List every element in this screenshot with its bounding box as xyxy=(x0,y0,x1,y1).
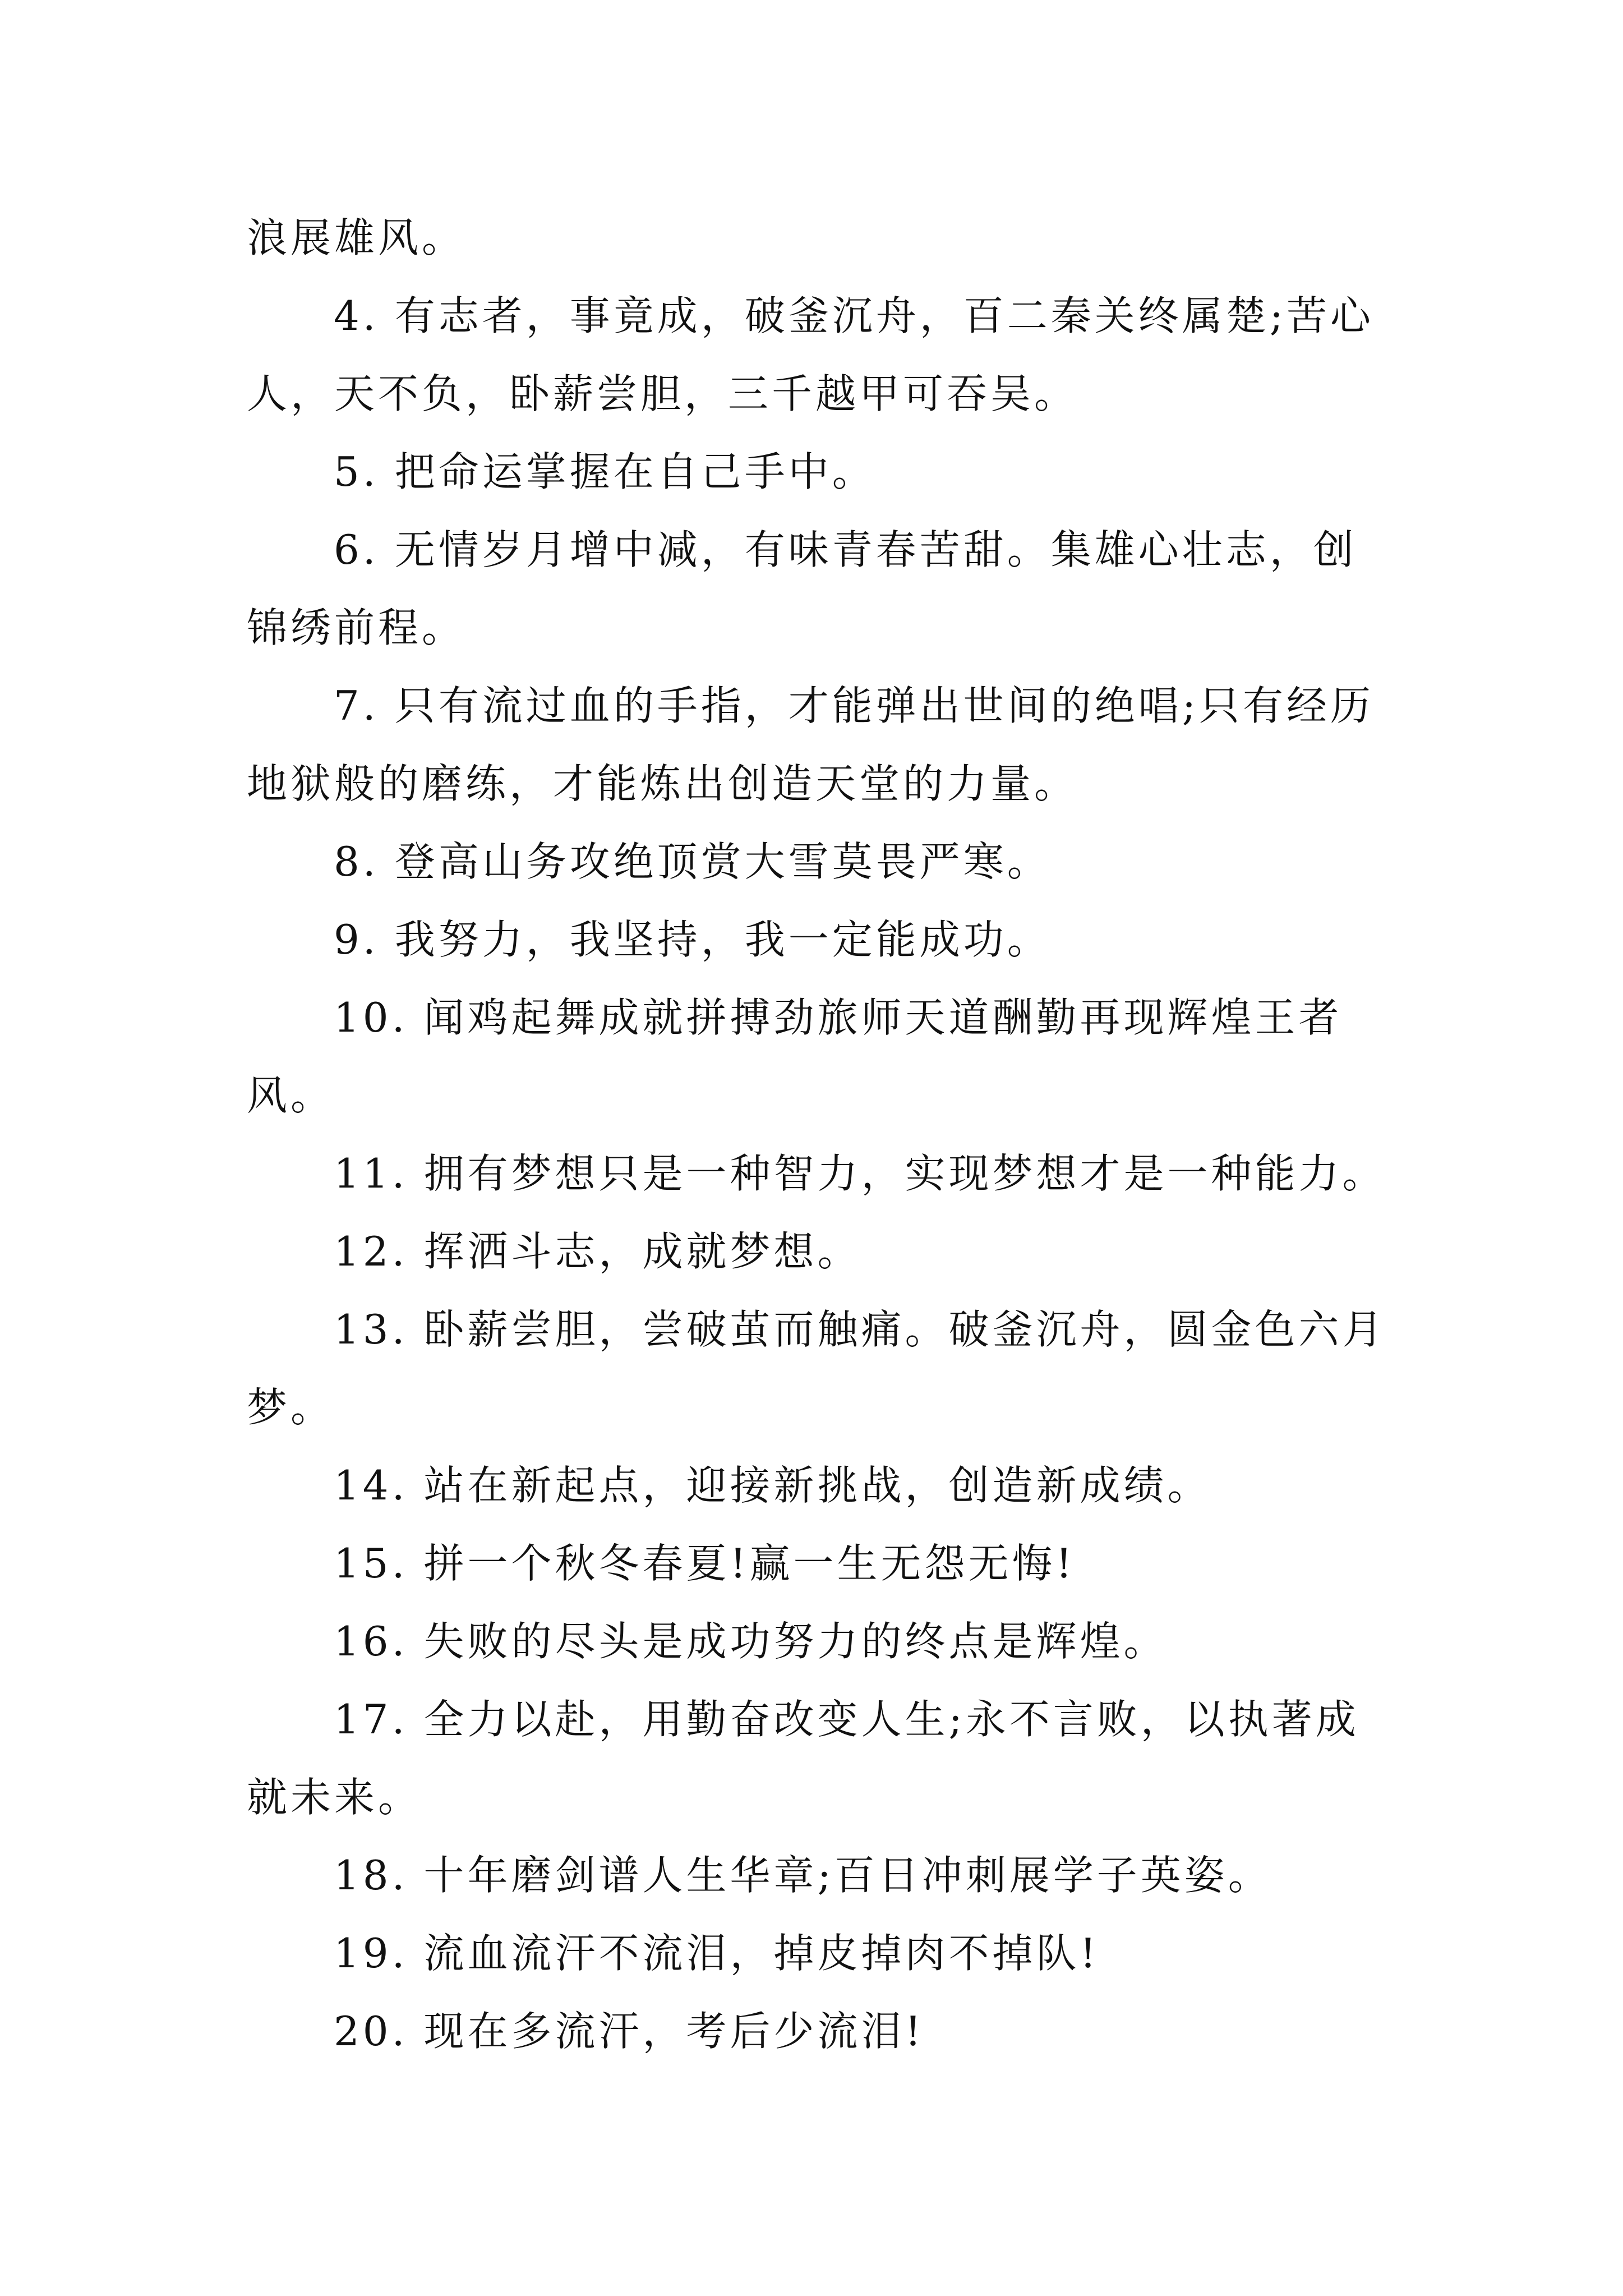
continuation-line: 锦绣前程。 xyxy=(247,604,466,651)
list-item xyxy=(247,1135,1385,1213)
item-number: 12. xyxy=(334,1228,408,1275)
list-item xyxy=(247,1213,1385,1291)
list-item xyxy=(247,667,1385,745)
continuation-line: 地狱般的磨练，才能炼出创造天堂的力量。 xyxy=(247,760,1078,807)
item-number: 14. xyxy=(334,1462,408,1509)
item-text: 拥有梦想只是一种智力，实现梦想才是一种能力。 xyxy=(423,1150,1386,1197)
list-item xyxy=(247,1525,1385,1603)
item-number: 20. xyxy=(334,2008,408,2055)
item-number: 11. xyxy=(334,1150,408,1197)
list-item xyxy=(247,1447,1385,1525)
item-text: 登高山务攻绝顶赏大雪莫畏严寒。 xyxy=(394,838,1051,885)
item-number: 15. xyxy=(334,1540,408,1587)
list-item xyxy=(247,823,1385,901)
item-text: 有志者，事竟成，破釜沉舟，百二秦关终属楚;苦心 xyxy=(394,292,1374,339)
item-text: 流血流汗不流泪，掉皮掉肉不掉队! xyxy=(423,1930,1100,1977)
continuation-line: 梦。 xyxy=(247,1384,335,1431)
item-text: 我努力，我坚持，我一定能成功。 xyxy=(394,916,1051,963)
item-number: 13. xyxy=(334,1306,408,1353)
item-text: 卧薪尝胆，尝破茧而触痛。破釜沉舟，圆金色六月 xyxy=(423,1306,1386,1353)
list-item xyxy=(247,1291,1385,1369)
item-number: 9. xyxy=(334,916,379,963)
list-item xyxy=(247,1681,1385,1759)
item-text: 把命运掌握在自己手中。 xyxy=(394,448,876,495)
item-text: 拼一个秋冬春夏!赢一生无怨无悔! xyxy=(423,1540,1076,1587)
continuation-line: 就未来。 xyxy=(247,1774,422,1821)
list-item xyxy=(247,433,1385,511)
continuation-line: 风。 xyxy=(247,1072,335,1119)
list-item xyxy=(247,1993,1385,2070)
item-text: 全力以赴，用勤奋改变人生;永不言败，以执著成 xyxy=(423,1696,1359,1743)
item-text: 只有流过血的手指，才能弹出世间的绝唱;只有经历 xyxy=(394,682,1374,729)
item-number: 16. xyxy=(334,1618,408,1665)
item-text: 失败的尽头是成功努力的终点是辉煌。 xyxy=(423,1618,1168,1665)
item-text: 挥洒斗志，成就梦想。 xyxy=(423,1228,861,1275)
item-text: 无情岁月增中减，有味青春苦甜。集雄心壮志，创 xyxy=(394,526,1357,573)
list-item xyxy=(247,901,1385,979)
list-item xyxy=(247,277,1385,355)
item-number: 7. xyxy=(334,682,379,729)
continuation-line: 人，天不负，卧薪尝胆，三千越甲可吞吴。 xyxy=(247,370,1078,417)
document-body xyxy=(247,199,1385,2070)
item-text: 现在多流汗，考后少流泪! xyxy=(423,2008,925,2055)
list-item xyxy=(247,979,1385,1057)
item-text: 站在新起点，迎接新挑战，创造新成绩。 xyxy=(423,1462,1211,1509)
item-number: 17. xyxy=(334,1696,408,1743)
item-text: 十年磨剑谱人生华章;百日冲刺展学子英姿。 xyxy=(423,1852,1272,1899)
list-item xyxy=(247,511,1385,589)
item-text: 闻鸡起舞成就拼搏劲旅师天道酬勤再现辉煌王者 xyxy=(423,994,1343,1041)
item-number: 19. xyxy=(334,1930,408,1977)
list-item xyxy=(247,1915,1385,1993)
item-number: 4. xyxy=(334,292,379,339)
list-item xyxy=(247,1837,1385,1915)
item-number: 18. xyxy=(334,1852,408,1899)
item-number: 5. xyxy=(334,448,379,495)
item-number: 10. xyxy=(334,994,408,1041)
list-item xyxy=(247,1603,1385,1681)
item-number: 8. xyxy=(334,838,379,885)
item-number: 6. xyxy=(334,526,379,573)
continuation-line: 浪展雄风。 xyxy=(247,214,466,261)
